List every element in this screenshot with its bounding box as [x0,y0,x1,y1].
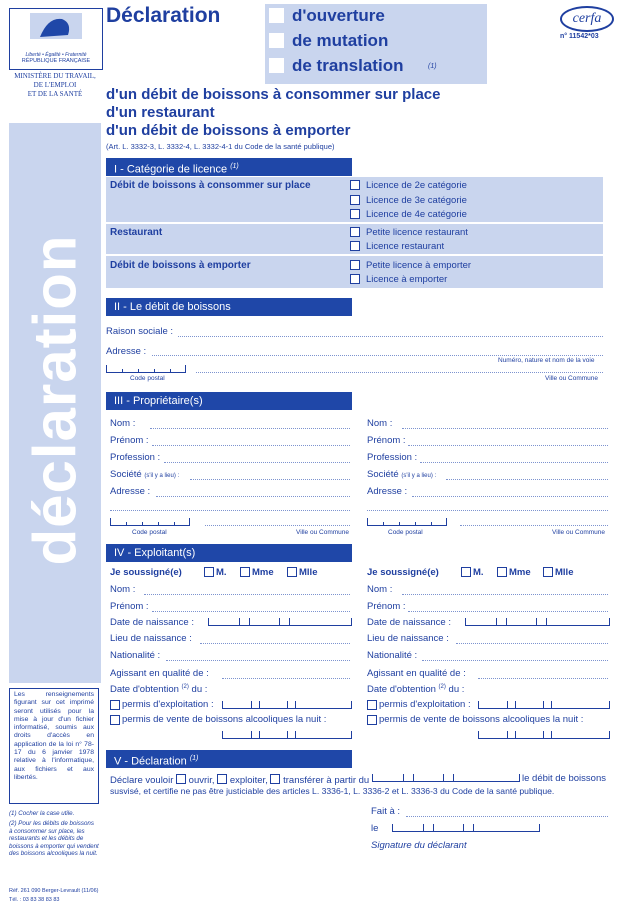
ministry-line-3: ET DE LA SANTÉ [27,90,83,98]
declaration-line-1 [110,773,369,786]
ex1-mlle-label: Mlle [299,567,318,578]
box-divider [463,824,464,831]
ex1-permis1-boxes[interactable] [222,701,352,709]
ex2-mlle-label: Mlle [555,567,574,578]
prop2-ville-label: Ville ou Commune [552,529,605,536]
box-divider [249,618,250,625]
ex2-obtention-label [367,684,464,695]
box-divider [142,522,143,525]
box-divider [251,701,252,708]
box-divider [515,701,516,708]
fait-le-boxes[interactable] [392,824,540,832]
box-divider [507,701,508,708]
hint-voie: Numéro, nature et nom de la voie [498,357,595,364]
box-divider [138,369,139,372]
tel: Tél. : 03 83 38 83 83 [9,897,60,903]
box-divider [515,731,516,738]
prop2-adresse-input[interactable] [412,496,608,497]
ex2-prenom-label: Prénom : [367,601,406,612]
licence-restaurant-label: Licence restaurant [366,241,445,252]
note-1: (1) Cocher la case utile. [9,810,75,817]
section-1-title: I - Catégorie de licence [114,163,228,176]
ex2-naissance-label: Date de naissance : [367,617,451,628]
box-divider [551,701,552,708]
prop2-ville-input[interactable] [460,525,608,526]
licence-3-label: Licence de 3e catégorie [366,195,467,206]
ex2-m-checkbox[interactable] [461,567,471,577]
transferer-label: transférer à partir du [283,775,370,786]
subtitle-2: d'un restaurant [106,104,215,121]
prop1-adresse-label: Adresse : [110,486,151,497]
ex1-nationalite-input[interactable] [166,660,350,661]
prop1-ville-input[interactable] [205,525,350,526]
box-divider [170,369,171,372]
raison-sociale-input[interactable] [178,336,603,337]
ex2-permis2-boxes[interactable] [478,731,610,739]
options-note: (1) [428,63,437,70]
ref: Réf. 261 090 Berger-Levrault (11/06) [9,888,99,894]
declaration-line-2: susvisé, et certifie ne pas être justiciable des articles L. 3336-1, L. 3336-2 et L. 3336-3 du Code de la santé publique. [110,786,555,796]
ex1-m-label: M. [216,567,227,578]
box-divider [259,731,260,738]
ex1-mme-checkbox[interactable] [240,567,250,577]
prop1-ville-label: Ville ou Commune [296,529,349,536]
box-divider [431,522,432,525]
note-2: (2) Pour les débits de boissons à consommer sur place, les restaurants et les débits de boissons à emporter qui vendent des boissons alcooliques la nuit. [9,820,99,858]
ex1-naissance-label: Date de naissance : [110,617,194,628]
opt-mutation-checkbox[interactable] [269,33,284,48]
ex1-obtention-note: (2) [181,684,189,690]
ex1-prenom-label: Prénom : [110,601,149,612]
ex2-mlle-checkbox[interactable] [543,567,553,577]
subtitle-1: d'un débit de boissons à consommer sur place [106,86,441,103]
signature-label: Signature du déclarant [371,840,467,851]
transferer-checkbox[interactable] [270,774,280,784]
licence-4-label: Licence de 4e catégorie [366,209,467,220]
ex1-permis2-label: permis de vente de boissons alcooliques la nuit : [122,714,327,725]
licence-3-checkbox[interactable] [350,195,360,205]
ville-label: Ville ou Commune [545,375,598,382]
prop2-adresse-input-2[interactable] [367,510,608,511]
box-divider [453,774,454,781]
ex2-permis1-checkbox[interactable] [367,700,377,710]
ex1-permis2-boxes[interactable] [222,731,352,739]
prop1-profession-label: Profession : [110,452,161,463]
box-divider [279,618,280,625]
section-2-header: II - Le débit de boissons [106,298,352,316]
ex2-lieu-label: Lieu de naissance : [367,633,449,644]
box-divider [174,522,175,525]
s1-group-1-label: Débit de boissons à consommer sur place [110,180,311,191]
box-divider [506,618,507,625]
ex2-mme-label: Mme [509,567,531,578]
ex1-prenom-input[interactable] [152,611,350,612]
petite-licence-restaurant-label: Petite licence restaurant [366,227,468,238]
box-divider [239,618,240,625]
prop1-nom-input[interactable] [150,428,350,429]
box-divider [295,701,296,708]
box-divider [259,701,260,708]
ouvrir-checkbox[interactable] [176,774,186,784]
marianne-icon [10,9,102,47]
section-3-header: III - Propriétaire(s) [106,392,352,410]
licence-restaurant-checkbox[interactable] [350,241,360,251]
box-divider [507,731,508,738]
prop1-code-postal-boxes[interactable] [110,518,190,526]
opt-ouverture-checkbox[interactable] [269,8,284,23]
ex2-permis1-boxes[interactable] [478,701,610,709]
box-divider [423,824,424,831]
decl-text-a: Déclare vouloir [110,775,174,786]
licence-4-checkbox[interactable] [350,209,360,219]
marianne-logo [9,8,103,70]
cerfa-logo: cerfa [560,6,614,32]
ex1-permis2-checkbox[interactable] [110,715,120,725]
prop1-adresse-input[interactable] [156,496,350,497]
box-divider [122,369,123,372]
licence-2-checkbox[interactable] [350,180,360,190]
box-divider [413,774,414,781]
ex1-m-checkbox[interactable] [204,567,214,577]
ex2-permis2-label: permis de vente de boissons alcooliques la nuit : [379,714,584,725]
ex2-m-label: M. [473,567,484,578]
prop2-code-postal-label: Code postal [388,529,423,536]
box-divider [415,522,416,525]
petite-licence-restaurant-checkbox[interactable] [350,227,360,237]
petite-licence-emporter-label: Petite licence à emporter [366,260,472,271]
code-postal-boxes[interactable] [106,365,186,373]
box-divider [399,522,400,525]
ministry [9,72,101,99]
ex2-obtention-note: (2) [438,684,446,690]
ex1-soussigne: Je soussigné(e) [110,567,182,578]
decl-date-boxes[interactable] [372,774,520,782]
ex2-qualite-input[interactable] [478,678,608,679]
le-label: le [371,823,379,834]
ministry-line-1: MINISTÈRE DU TRAVAIL, [14,72,96,80]
adresse-input[interactable] [152,355,603,356]
cerfa-number: n° 11542*03 [560,33,599,40]
ex1-mme-label: Mme [252,567,274,578]
ex1-qualite-input[interactable] [222,678,350,679]
box-divider [473,824,474,831]
prop1-code-postal-label: Code postal [132,529,167,536]
ex2-obtention-text: Date d'obtention [367,684,436,696]
box-divider [403,774,404,781]
opt-mutation: de mutation [292,31,389,50]
ex1-obtention-label [110,684,207,695]
box-divider [295,731,296,738]
ex1-qualite-label: Agissant en qualité de : [110,668,209,679]
prop2-societe-input[interactable] [446,479,608,480]
prop1-societe-text: Société [110,469,142,480]
s1-group-2-label: Restaurant [110,227,163,238]
licence-2-label: Licence de 2e catégorie [366,180,467,191]
box-divider [551,731,552,738]
prop2-societe-note: (s'il y a lieu) : [401,473,437,479]
ex2-naissance-boxes[interactable] [465,618,610,626]
prop1-nom-label: Nom : [110,418,136,429]
ex1-permis1-label: permis d'exploitation : [122,699,214,710]
box-divider [433,824,434,831]
prop1-societe-input[interactable] [190,479,350,480]
ex2-nom-input[interactable] [402,594,608,595]
prop2-prenom-input[interactable] [408,445,608,446]
ex1-permis1-checkbox[interactable] [110,700,120,710]
prop2-profession-label: Profession : [367,452,418,463]
page-title: Déclaration [106,4,221,27]
prop1-societe-label [110,469,179,480]
prop2-prenom-label: Prénom : [367,435,406,446]
ex1-nom-label: Nom : [110,584,136,595]
prop2-nom-input[interactable] [402,428,608,429]
raison-sociale-label: Raison sociale : [106,326,174,337]
section-1-note: (1) [230,163,239,170]
logo-motto: Liberté • Égalité • Fraternité [25,52,87,58]
prop1-profession-input[interactable] [164,462,350,463]
box-divider [546,618,547,625]
section-5-header [106,750,352,768]
opt-translation-checkbox[interactable] [269,58,284,73]
code-postal-label: Code postal [130,375,165,382]
ex2-soussigne: Je soussigné(e) [367,567,439,578]
ex2-nom-label: Nom : [367,584,393,595]
ex2-obtention-suffix: du : [448,684,465,696]
box-divider [158,522,159,525]
subtitle-3: d'un débit de boissons à emporter [106,122,351,139]
ex1-nom-input[interactable] [144,594,350,595]
privacy-notice: Les renseignements figurant sur cet imprimé seront utilisés pour la mise à jour d'un fichier informatisé, soumis aux droits d'accès en application de la loi n° 78-17 du 6 janvier 1978 relative à l'informatique, aux fichiers et aux libertés. [9,688,99,804]
petite-licence-emporter-checkbox[interactable] [350,260,360,270]
prop2-profession-input[interactable] [420,462,608,463]
opt-ouverture: d'ouverture [292,6,385,25]
ville-input[interactable] [196,372,603,373]
box-divider [536,618,537,625]
s1-group-3-label: Débit de boissons à emporter [110,260,251,271]
box-divider [443,774,444,781]
ex1-obtention-suffix: du : [191,684,208,696]
ex2-permis2-checkbox[interactable] [367,715,377,725]
prop1-prenom-input[interactable] [152,445,350,446]
ex2-prenom-input[interactable] [408,611,608,612]
box-divider [287,731,288,738]
ex1-naissance-boxes[interactable] [208,618,352,626]
prop2-nom-label: Nom : [367,418,393,429]
box-divider [543,731,544,738]
prop2-societe-text: Société [367,469,399,480]
prop2-code-postal-boxes[interactable] [367,518,447,526]
box-divider [496,618,497,625]
ex1-mlle-checkbox[interactable] [287,567,297,577]
ministry-line-2: DE L'EMPLOI [33,81,77,89]
legal-ref: (Art. L. 3332-3, L. 3332-4, L. 3332-4-1 du Code de la santé publique) [106,142,335,151]
ex2-mme-checkbox[interactable] [497,567,507,577]
logo-republique: RÉPUBLIQUE FRANÇAISE [21,58,91,64]
prop2-adresse-label: Adresse : [367,486,408,497]
ex2-permis1-label: permis d'exploitation : [379,699,471,710]
ex1-lieu-label: Lieu de naissance : [110,633,192,644]
section-5-note: (1) [189,755,199,762]
fait-a-input[interactable] [406,816,608,817]
prop1-prenom-label: Prénom : [110,435,149,446]
exploiter-label: exploiter, [229,775,268,786]
box-divider [126,522,127,525]
prop1-adresse-input-2[interactable] [110,510,350,511]
section-5-title: V - Déclaration [114,755,187,768]
ex1-lieu-input[interactable] [200,643,350,644]
fait-a-label: Fait à : [371,806,401,817]
vertical-title: déclaration [21,234,89,566]
box-divider [543,701,544,708]
ex2-lieu-input[interactable] [456,643,608,644]
box-divider [289,618,290,625]
ex2-nationalite-label: Nationalité : [367,650,418,661]
ex2-nationalite-input[interactable] [422,660,608,661]
ex2-qualite-label: Agissant en qualité de : [367,668,466,679]
opt-translation: de translation [292,56,404,75]
prop2-societe-label [367,469,436,480]
section-4-header: IV - Exploitant(s) [106,544,352,562]
box-divider [383,522,384,525]
ex1-obtention-text: Date d'obtention [110,684,179,696]
ex1-nationalite-label: Nationalité : [110,650,161,661]
adresse-label: Adresse : [106,346,147,357]
licence-emporter-checkbox[interactable] [350,274,360,284]
box-divider [154,369,155,372]
section-1-header [106,158,352,176]
exploiter-checkbox[interactable] [217,774,227,784]
ouvrir-label: ouvrir, [188,775,215,786]
box-divider [251,731,252,738]
licence-emporter-label: Licence à emporter [366,274,448,285]
decl-text-b: le débit de boissons [522,773,606,784]
prop1-societe-note: (s'il y a lieu) : [144,473,180,479]
box-divider [287,701,288,708]
